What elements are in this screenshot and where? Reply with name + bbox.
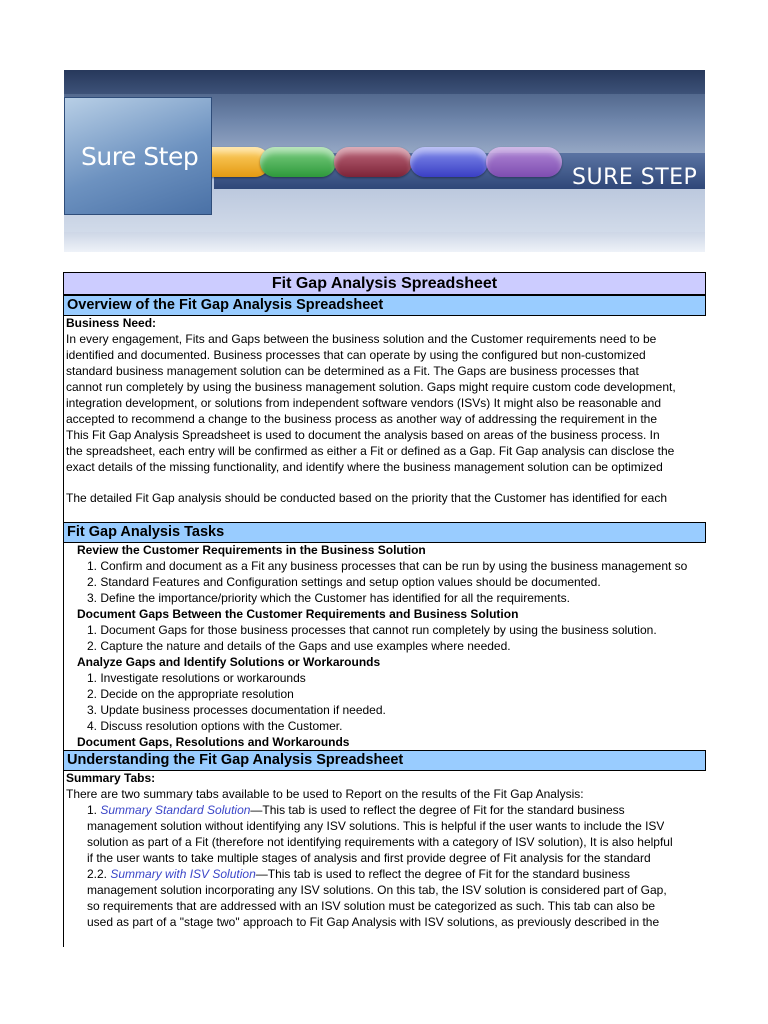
overview-line: cannot run completely by using the business management solution. Gaps might require custom code development,: [66, 380, 676, 394]
fit-gap-sheet: [63, 272, 706, 947]
task-item: 1. Investigate resolutions or workarounds: [87, 671, 306, 685]
summary-item-number: 1.: [87, 803, 101, 817]
overview-line: In every engagement, Fits and Gaps between the business solution and the Customer requirements need to be: [66, 332, 657, 346]
sure-step-banner: [64, 70, 705, 252]
task-group-title: Review the Customer Requirements in the Business Solution: [77, 543, 426, 557]
overview-closing: The detailed Fit Gap analysis should be conducted based on the priority that the Customer has identified for each: [66, 491, 668, 505]
summary-item-text: —This tab is used to reflect the degree of Fit for the standard business: [255, 867, 630, 881]
banner-pill-maroon: [334, 147, 412, 177]
summary-with-isv-solution-link[interactable]: Summary with ISV Solution: [110, 867, 256, 881]
summary-item-2: [87, 867, 630, 882]
understanding-heading: Understanding the Fit Gap Analysis Spreadsheet: [63, 750, 706, 771]
summary-item-line: management solution incorporating any ISV solutions. On this tab, the ISV solution is considered part of Gap,: [87, 883, 667, 897]
task-item: 2. Capture the nature and details of the Gaps and use examples where needed.: [87, 639, 511, 653]
task-group-title: Analyze Gaps and Identify Solutions or Workarounds: [77, 655, 381, 669]
summary-item-line: solution as part of a Fit (therefore not identifying requirements with a category of ISV solution), It is also helpful: [87, 835, 673, 849]
task-item: 4. Discuss resolution options with the Customer.: [87, 719, 343, 733]
overview-line: integration development, or solutions from independent software vendors (ISVs) It might also be reasonable and: [66, 396, 662, 410]
task-item: 2. Standard Features and Configuration settings and setup option values should be documented.: [87, 575, 601, 589]
overview-line: accepted to recommend a change to the business process as another way of addressing the requirement in the: [66, 412, 658, 426]
overview-heading: Overview of the Fit Gap Analysis Spreadsheet: [63, 295, 706, 316]
summary-item-line: so requirements that are addressed with an ISV solution must be categorized as such. This tab can also be: [87, 899, 656, 913]
summary-item-line: management solution without identifying any ISV solutions. This is helpful if the user wants to include the ISV: [87, 819, 665, 833]
task-item: 1. Confirm and document as a Fit any business processes that can be run by using the business management so: [87, 559, 688, 573]
summary-item-line: if the user wants to take multiple stages of analysis and first provide degree of Fit analysis for the standard: [87, 851, 651, 865]
tasks-heading: Fit Gap Analysis Tasks: [63, 522, 706, 543]
summary-standard-solution-link[interactable]: Summary Standard Solution: [100, 803, 251, 817]
banner-pill-blue: [410, 147, 488, 177]
task-item: 3. Define the importance/priority which the Customer has identified for all the requirements.: [87, 591, 570, 605]
banner-pill-green: [260, 147, 336, 177]
brand-text: SURE STEP: [572, 165, 698, 190]
banner-top-band: [64, 70, 705, 94]
sheet-title: Fit Gap Analysis Spreadsheet: [63, 272, 706, 295]
logo-text: Sure Step: [81, 142, 199, 171]
summary-item-number: 2.2.: [87, 867, 111, 881]
task-group-title: Document Gaps, Resolutions and Workarounds: [77, 735, 350, 749]
overview-line: identified and documented. Business processes that can operate by using the configured but non-customized: [66, 348, 646, 362]
sure-step-logo: [64, 97, 212, 215]
banner-pill-purple: [486, 147, 562, 177]
summary-intro: There are two summary tabs available to be used to Report on the results of the Fit Gap Analysis:: [66, 787, 584, 801]
summary-item-line: used as part of a "stage two" approach to Fit Gap Analysis with ISV solutions, as previously described in the: [87, 915, 660, 929]
task-item: 1. Document Gaps for those business processes that cannot run completely by using the business solution.: [87, 623, 657, 637]
overview-line: the spreadsheet, each entry will be confirmed as either a Fit or defined as a Gap. Fit Gap analysis can disclose the: [66, 444, 675, 458]
summary-item-text: —This tab is used to reflect the degree of Fit for the standard business: [250, 803, 625, 817]
summary-item-1: [87, 803, 625, 818]
task-item: 3. Update business processes documentation if needed.: [87, 703, 386, 717]
task-group-title: Document Gaps Between the Customer Requirements and Business Solution: [77, 607, 519, 621]
summary-tabs-label: Summary Tabs:: [66, 771, 156, 785]
banner-bottom-stripe: [64, 232, 705, 252]
business-need-label: Business Need:: [66, 316, 157, 330]
overview-line: exact details of the missing functionality, and identify where the business management solution can be optimized: [66, 460, 663, 474]
task-item: 2. Decide on the appropriate resolution: [87, 687, 294, 701]
overview-line: standard business management solution can be determined as a Fit. The Gaps are business processes that: [66, 364, 639, 378]
overview-line: This Fit Gap Analysis Spreadsheet is used to document the analysis based on areas of the business process. In: [66, 428, 660, 442]
